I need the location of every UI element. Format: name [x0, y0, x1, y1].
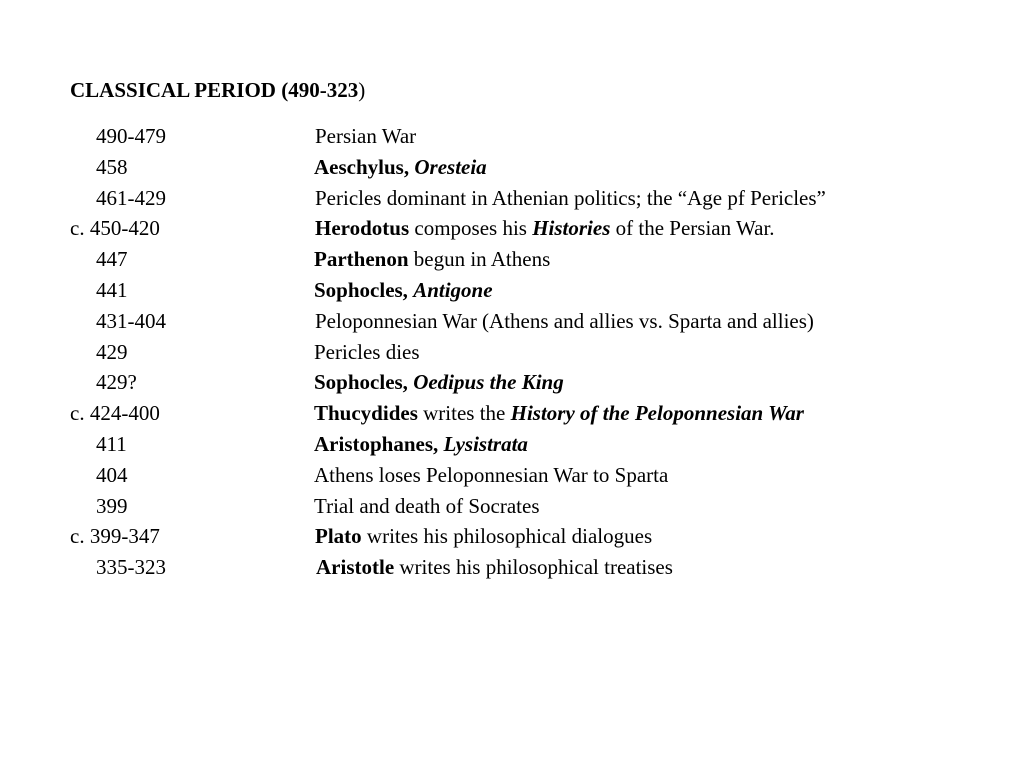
page-title	[70, 76, 365, 104]
event-text-segment: Athens loses Peloponnesian War to Sparta	[314, 462, 669, 487]
event-text-segment: Oedipus the King	[413, 370, 564, 395]
timeline-entry	[0, 244, 1024, 275]
entry-event	[316, 552, 673, 583]
event-text-segment: Trial and death of Socrates	[314, 493, 540, 518]
event-text-segment: Persian War	[315, 124, 417, 148]
event-text-segment: Peloponnesian War (Athens and allies vs. Sparta and allies)	[315, 308, 814, 333]
page-title-text: CLASSICAL PERIOD (490-323	[70, 78, 359, 102]
entry-event	[314, 275, 493, 306]
event-text-segment: Histories	[532, 216, 611, 241]
event-text-segment: Thucydides	[314, 401, 418, 426]
entry-date: c. 450-420	[70, 216, 160, 241]
entry-event	[314, 460, 668, 491]
event-text-segment: Lysistrata	[443, 431, 528, 456]
timeline-entry	[0, 552, 1024, 583]
event-text-segment: writes the	[417, 401, 511, 426]
event-text-segment: Pericles dominant in Athenian politics; the “Age pf Pericles”	[315, 185, 826, 210]
entry-date: 431-404	[96, 308, 166, 333]
event-text-segment: composes his	[409, 216, 533, 241]
event-text-segment: Herodotus	[315, 216, 410, 241]
event-text-segment: Sophocles,	[314, 370, 414, 395]
timeline-entry	[0, 275, 1024, 306]
entry-event	[315, 306, 814, 337]
timeline-entry	[0, 306, 1024, 337]
entry-date: 458	[96, 154, 128, 179]
timeline-entry	[0, 398, 1024, 429]
event-text-segment: Aeschylus,	[314, 154, 415, 179]
entry-event	[315, 121, 416, 152]
entry-date: 429	[96, 339, 128, 364]
entry-date: 404	[96, 462, 128, 487]
timeline-entry	[0, 367, 1024, 398]
event-text-segment: Antigone	[413, 277, 493, 302]
timeline-entry	[0, 337, 1024, 368]
page-title-close: )	[358, 78, 366, 102]
timeline-entry	[0, 521, 1024, 552]
timeline-entry	[0, 213, 1024, 244]
event-text-segment: Sophocles,	[314, 277, 414, 302]
event-text-segment: Pericles dies	[314, 339, 420, 364]
event-text-segment: writes his philosophical dialogues	[361, 524, 653, 549]
entry-date: c. 399-347	[70, 524, 160, 549]
entry-date: 461-429	[96, 185, 166, 210]
entry-event	[314, 491, 540, 522]
entry-event	[314, 367, 564, 398]
entry-event	[314, 337, 420, 368]
event-text-segment: begun in Athens	[408, 247, 551, 272]
event-text-segment: writes his philosophical treatises	[394, 555, 673, 580]
entry-date: 335-323	[96, 555, 166, 580]
entry-event	[314, 152, 487, 183]
timeline-entry	[0, 183, 1024, 214]
entry-event	[314, 398, 804, 429]
timeline-entry	[0, 491, 1024, 522]
timeline-list	[0, 121, 1024, 583]
event-text-segment: of the Persian War.	[610, 216, 775, 241]
entry-date: 441	[96, 277, 128, 302]
entry-event	[315, 213, 775, 244]
entry-date: 411	[96, 431, 127, 456]
entry-event	[315, 521, 652, 552]
timeline-entry	[0, 121, 1024, 152]
entry-date: 490-479	[96, 124, 166, 148]
entry-event	[315, 183, 826, 214]
event-text-segment: Oresteia	[414, 154, 487, 179]
event-text-segment: Aristotle	[316, 555, 395, 580]
event-text-segment: History of the Peloponnesian War	[510, 401, 804, 426]
entry-event	[314, 429, 528, 460]
entry-event	[314, 244, 550, 275]
event-text-segment: Plato	[315, 524, 362, 549]
event-text-segment: Aristophanes,	[314, 431, 444, 456]
timeline-entry	[0, 429, 1024, 460]
timeline-entry	[0, 460, 1024, 491]
event-text-segment: Parthenon	[314, 247, 409, 272]
entry-date: 399	[96, 493, 128, 518]
timeline-entry	[0, 152, 1024, 183]
entry-date: 429?	[96, 370, 137, 395]
entry-date: c. 424-400	[70, 401, 160, 426]
entry-date: 447	[96, 247, 128, 272]
